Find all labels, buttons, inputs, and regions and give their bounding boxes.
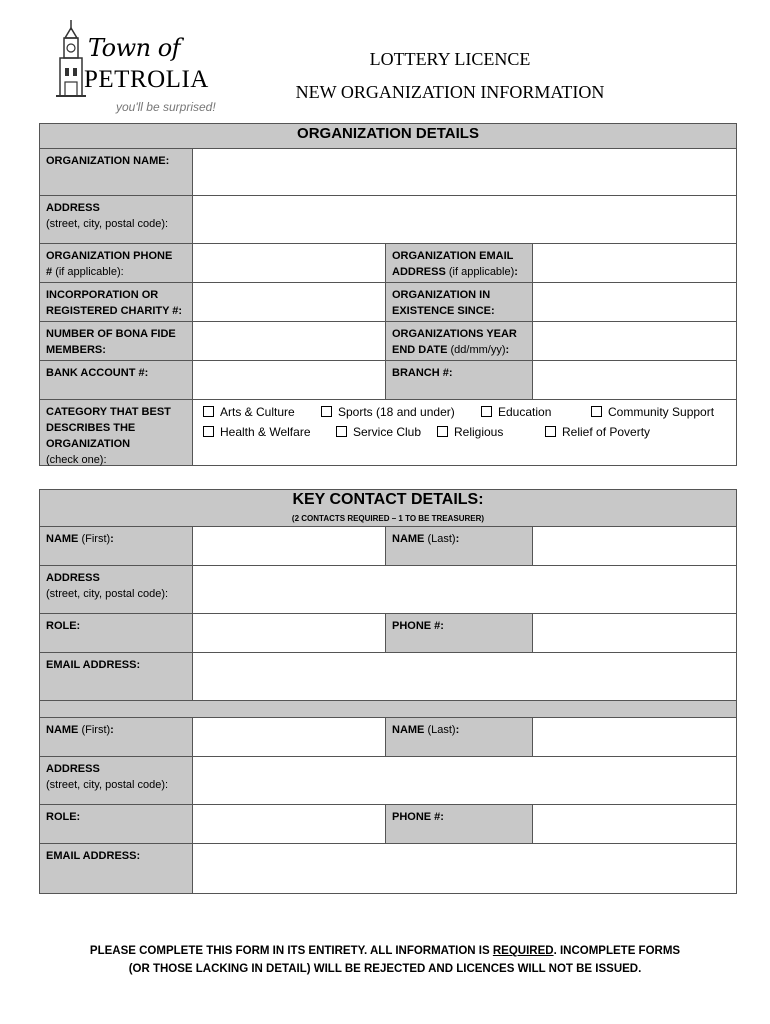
contact2-first-name-field[interactable]	[193, 718, 385, 756]
contact1-last-name-field[interactable]	[533, 527, 736, 565]
org-members-label: NUMBER OF BONA FIDE MEMBERS:	[40, 322, 192, 360]
contact1-phone-label: PHONE #:	[386, 614, 532, 652]
contact-divider-bar	[40, 701, 736, 717]
document-subtitle: NEW ORGANIZATION INFORMATION	[295, 82, 605, 102]
category-option[interactable]: Community Support	[591, 404, 714, 420]
contact1-email-field[interactable]	[193, 653, 736, 700]
contact2-email-label: EMAIL ADDRESS:	[40, 844, 192, 893]
contact1-address-label: ADDRESS (street, city, postal code):	[40, 566, 192, 613]
contact2-phone-label: PHONE #:	[386, 805, 532, 843]
organization-details-section	[39, 123, 737, 466]
contact2-phone-field[interactable]	[533, 805, 736, 843]
contact2-last-name-label: NAME (Last):	[386, 718, 532, 756]
org-branch-label: BRANCH #:	[386, 361, 532, 399]
footer-line-2: (OR THOSE LACKING IN DETAIL) WILL BE REJECTED AND LICENCES WILL NOT BE ISSUED.	[128, 963, 642, 975]
contact2-email-field[interactable]	[193, 844, 736, 893]
org-category-options	[193, 400, 736, 465]
checkbox-icon[interactable]	[203, 406, 214, 417]
contact1-role-field[interactable]	[193, 614, 385, 652]
logo-tagline: you'll be surprised!	[116, 100, 216, 114]
key-contact-section	[39, 489, 737, 894]
contact2-role-field[interactable]	[193, 805, 385, 843]
contact2-address-label: ADDRESS (street, city, postal code):	[40, 757, 192, 804]
footer-line-1: PLEASE COMPLETE THIS FORM IN ITS ENTIRETY. ALL INFORMATION IS REQUIRED. INCOMPLETE FORMS	[89, 945, 681, 957]
contact1-address-field[interactable]	[193, 566, 736, 613]
org-phone-label: ORGANIZATION PHONE # (if applicable):	[40, 244, 192, 282]
contact2-address-field[interactable]	[193, 757, 736, 804]
contact1-last-name-label: NAME (Last):	[386, 527, 532, 565]
contact-section-subtitle: (2 CONTACTS REQUIRED – 1 TO BE TREASURER)	[291, 514, 485, 523]
contact1-phone-field[interactable]	[533, 614, 736, 652]
org-incorporation-label: INCORPORATION OR REGISTERED CHARITY #:	[40, 283, 192, 321]
category-option[interactable]: Arts & Culture	[203, 404, 295, 420]
clock-tower-icon	[56, 20, 86, 98]
checkbox-icon[interactable]	[545, 426, 556, 437]
org-yearend-field[interactable]	[533, 322, 736, 360]
contact1-first-name-field[interactable]	[193, 527, 385, 565]
contact2-role-label: ROLE:	[40, 805, 192, 843]
org-incorporation-field[interactable]	[193, 283, 385, 321]
checkbox-icon[interactable]	[437, 426, 448, 437]
checkbox-icon[interactable]	[591, 406, 602, 417]
checkbox-icon[interactable]	[481, 406, 492, 417]
category-option[interactable]: Sports (18 and under)	[321, 404, 455, 420]
footer-notice	[40, 942, 730, 978]
contact1-first-name-label: NAME (First):	[40, 527, 192, 565]
category-option[interactable]: Religious	[437, 424, 503, 440]
org-category-label: CATEGORY THAT BEST DESCRIBES THE ORGANIZATION (check one):	[40, 400, 192, 465]
checkbox-icon[interactable]	[203, 426, 214, 437]
logo-town-text: Town of	[88, 34, 181, 62]
org-members-field[interactable]	[193, 322, 385, 360]
checkbox-icon[interactable]	[321, 406, 332, 417]
logo-name-text: PETROLIA	[84, 66, 209, 93]
contact-section-title: KEY CONTACT DETAILS:	[292, 491, 484, 508]
org-address-field[interactable]	[193, 196, 736, 243]
org-section-title: ORGANIZATION DETAILS	[297, 125, 479, 142]
contact1-role-label: ROLE:	[40, 614, 192, 652]
org-email-label: ORGANIZATION EMAIL ADDRESS (if applicable):	[386, 244, 532, 282]
org-bank-label: BANK ACCOUNT #:	[40, 361, 192, 399]
checkbox-icon[interactable]	[336, 426, 347, 437]
contact-header-bar	[40, 490, 736, 526]
org-phone-field[interactable]	[193, 244, 385, 282]
org-name-label: ORGANIZATION NAME:	[40, 149, 192, 195]
category-option[interactable]: Health & Welfare	[203, 424, 311, 440]
contact1-email-label: EMAIL ADDRESS:	[40, 653, 192, 700]
category-option[interactable]: Relief of Poverty	[545, 424, 650, 440]
town-logo	[56, 20, 226, 120]
org-bank-field[interactable]	[193, 361, 385, 399]
org-email-field[interactable]	[533, 244, 736, 282]
org-header-bar	[40, 124, 736, 148]
org-branch-field[interactable]	[533, 361, 736, 399]
category-option[interactable]: Education	[481, 404, 551, 420]
org-existence-field[interactable]	[533, 283, 736, 321]
org-yearend-label: ORGANIZATIONS YEAR END DATE (dd/mm/yy):	[386, 322, 532, 360]
org-address-label: ADDRESS (street, city, postal code):	[40, 196, 192, 243]
contact2-first-name-label: NAME (First):	[40, 718, 192, 756]
document-title: LOTTERY LICENCE	[369, 49, 531, 69]
org-name-field[interactable]	[193, 149, 736, 195]
category-option[interactable]: Service Club	[336, 424, 421, 440]
org-existence-label: ORGANIZATION IN EXISTENCE SINCE:	[386, 283, 532, 321]
contact2-last-name-field[interactable]	[533, 718, 736, 756]
